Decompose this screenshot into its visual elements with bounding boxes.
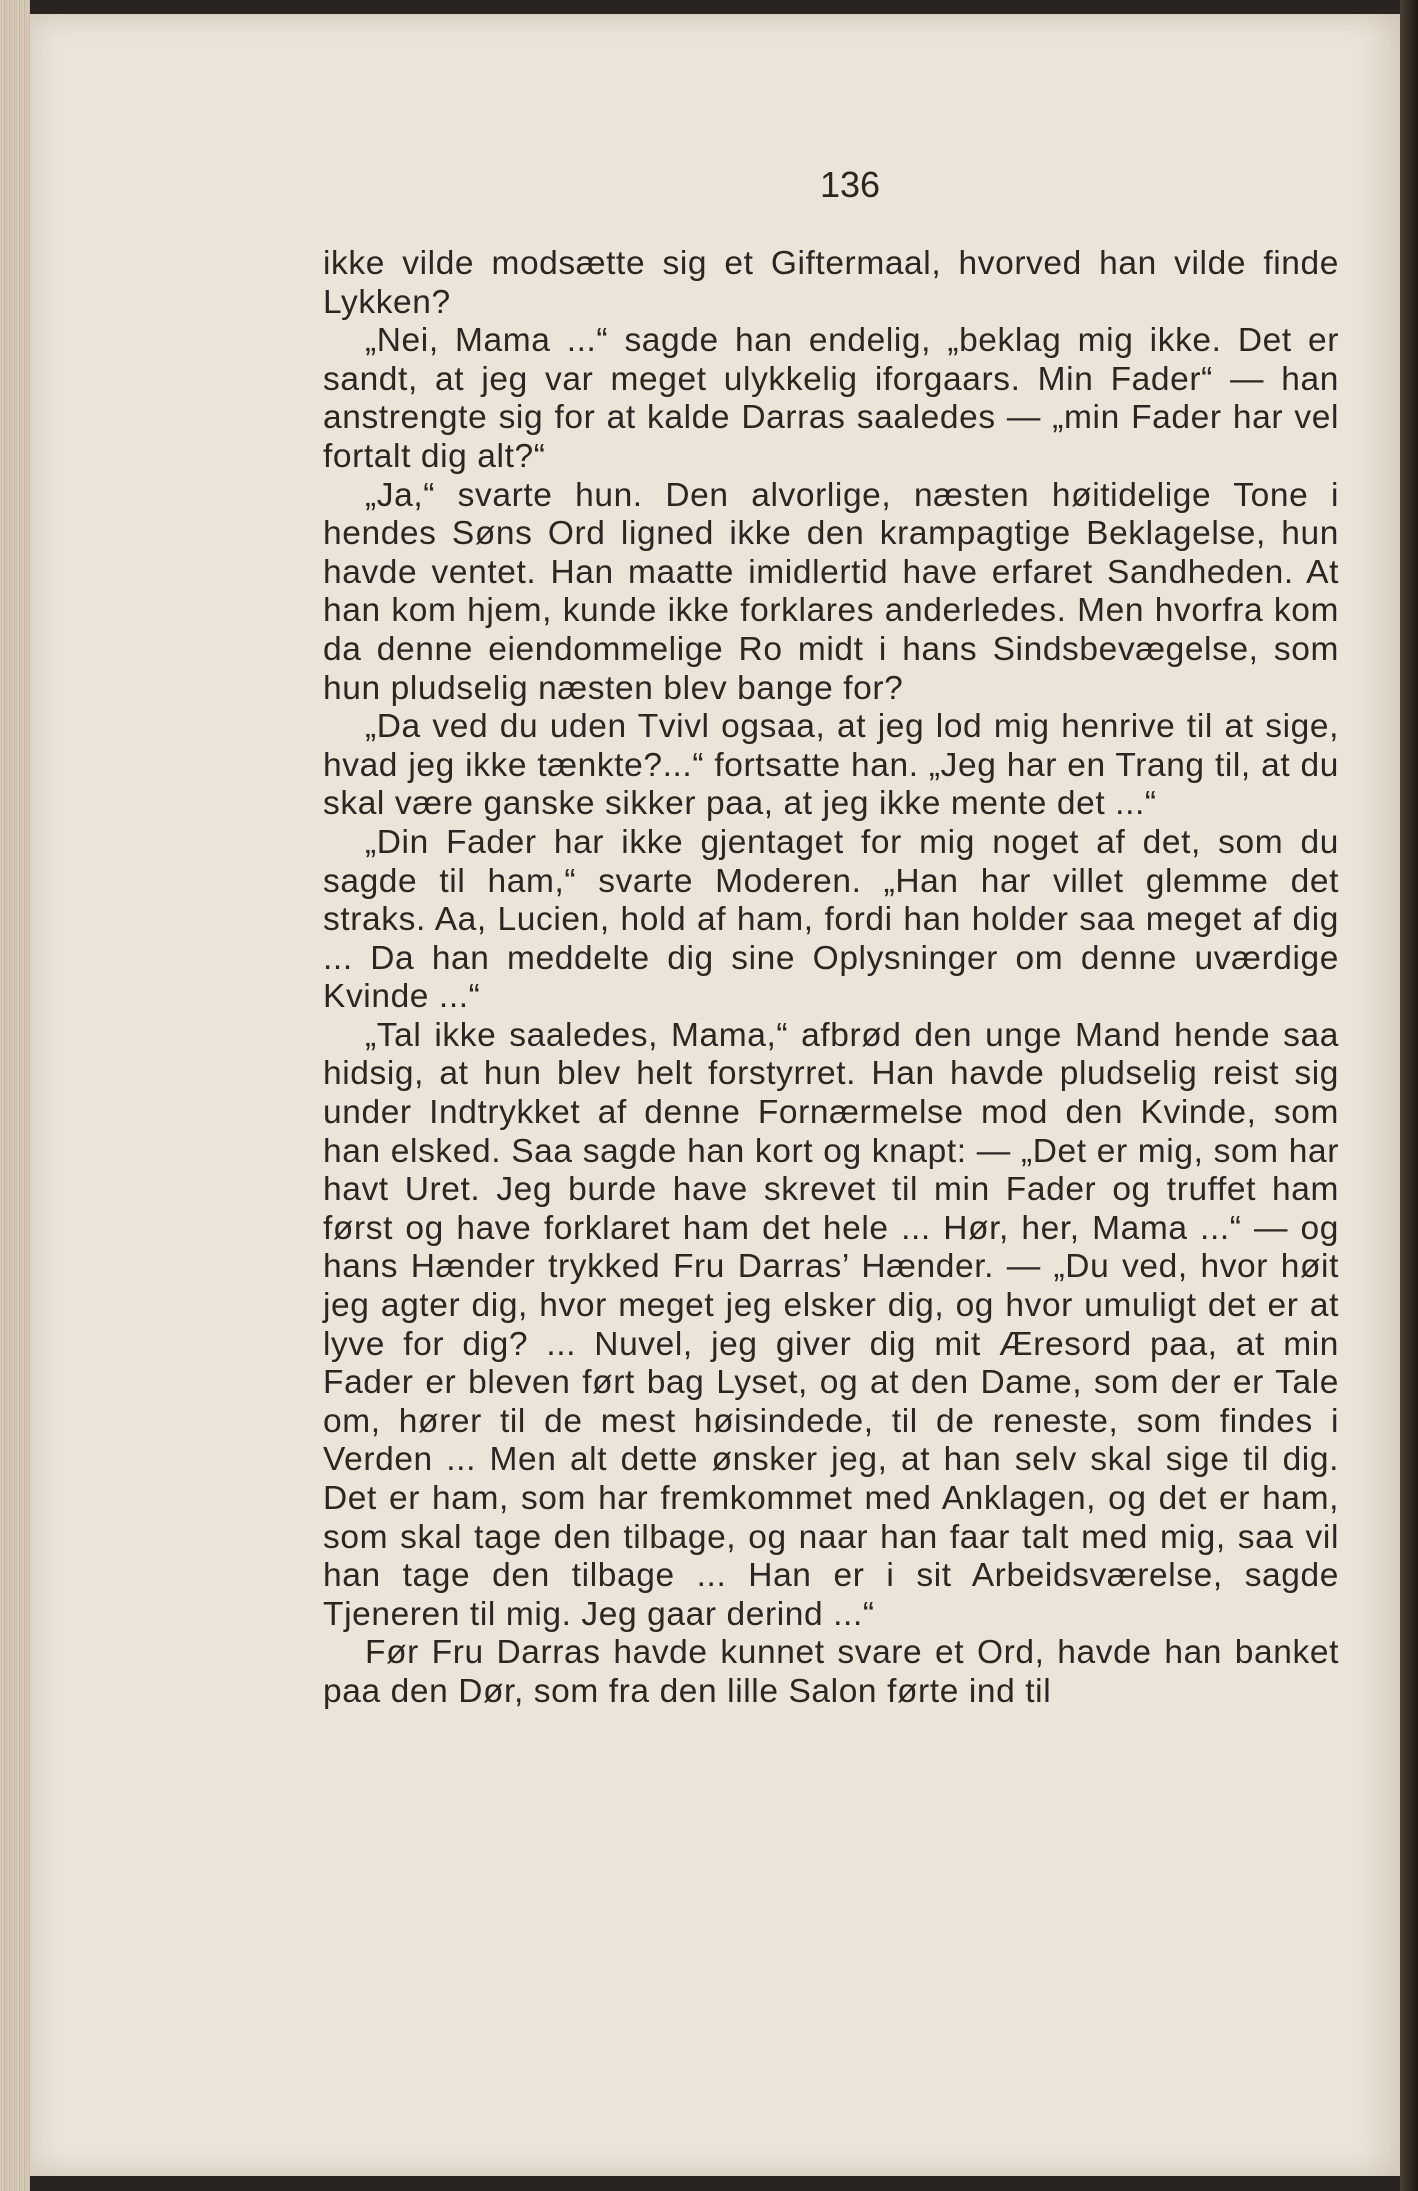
body-text: [323, 245, 1339, 1712]
paragraph: „Da ved du uden Tvivl ogsaa, at jeg lod mig henrive til at sige, hvad jeg ikke tænkte?...“ fortsatte han. „Jeg har en Trang til, at du skal være ganske sikker paa, at jeg ikke mente det ...“: [323, 708, 1339, 823]
page-number: 136: [819, 164, 881, 205]
book-page-edges: [0, 0, 30, 2191]
paragraph: „Nei, Mama ...“ sagde han endelig, „beklag mig ikke. Det er sandt, at jeg var meget ulykkelig iforgaars. Min Fader“ — han anstrengte sig for at kalde Darras saaledes — „min Fader har vel fortalt dig alt?“: [323, 322, 1339, 475]
paragraph: ikke vilde modsætte sig et Giftermaal, hvorved han vilde finde Lykken?: [323, 245, 1339, 321]
paragraph: „Tal ikke saaledes, Mama,“ afbrød den unge Mand hende saa hidsig, at hun blev helt forstyrret. Han havde pludselig reist sig under Indtrykket af denne Fornærmelse mod den Kvinde, som han elsked. Saa sagde han kort og knapt: — „Det er mig, som har havt Uret. Jeg burde have skrevet til min Fader og truffet ham først og have forklaret ham det hele ... Hør, her, Mama ...“ — og hans Hænder trykked Fru Darras’ Hænder. — „Du ved, hvor høit jeg agter dig, hvor meget jeg elsker dig, og hvor umuligt det er at lyve for dig? ... Nuvel, jeg giver dig mit Æresord paa, at min Fader er bleven ført bag Lyset, og at den Dame, som der er Tale om, hører til de mest høisindede, til de reneste, som findes i Verden ... Men alt dette ønsker jeg, at han selv skal sige til dig. Det er ham, som har fremkommet med Anklagen, og det er ham, som skal tage den tilbage, og naar han faar talt med mig, saa vil han tage den tilbage ... Han er i sit Arbeidsværelse, sagde Tjeneren til mig. Jeg gaar derind ...“: [323, 1016, 1339, 1633]
paragraph: „Din Fader har ikke gjentaget for mig noget af det, som du sagde til ham,“ svarte Moderen. „Han har villet glemme det straks. Aa, Lucien, hold af ham, fordi han holder saa meget af dig ... Da han meddelte dig sine Oplysninger om denne uværdige Kvinde ...“: [323, 823, 1339, 1016]
book-page: [30, 14, 1400, 2176]
paragraph: Før Fru Darras havde kunnet svare et Ord, havde han banket paa den Dør, som fra den lille Salon førte ind til: [323, 1634, 1339, 1710]
book-spine-shadow: [1400, 0, 1418, 2191]
paragraph: „Ja,“ svarte hun. Den alvorlige, næsten høitidelige Tone i hendes Søns Ord ligned ikke den krampagtige Beklagelse, hun havde ventet. Han maatte imidlertid have erfaret Sandheden. At han kom hjem, kunde ikke forklares anderledes. Men hvorfra kom da denne eiendommelige Ro midt i hans Sindsbevægelse, som hun pludselig næsten blev bange for?: [323, 476, 1339, 707]
